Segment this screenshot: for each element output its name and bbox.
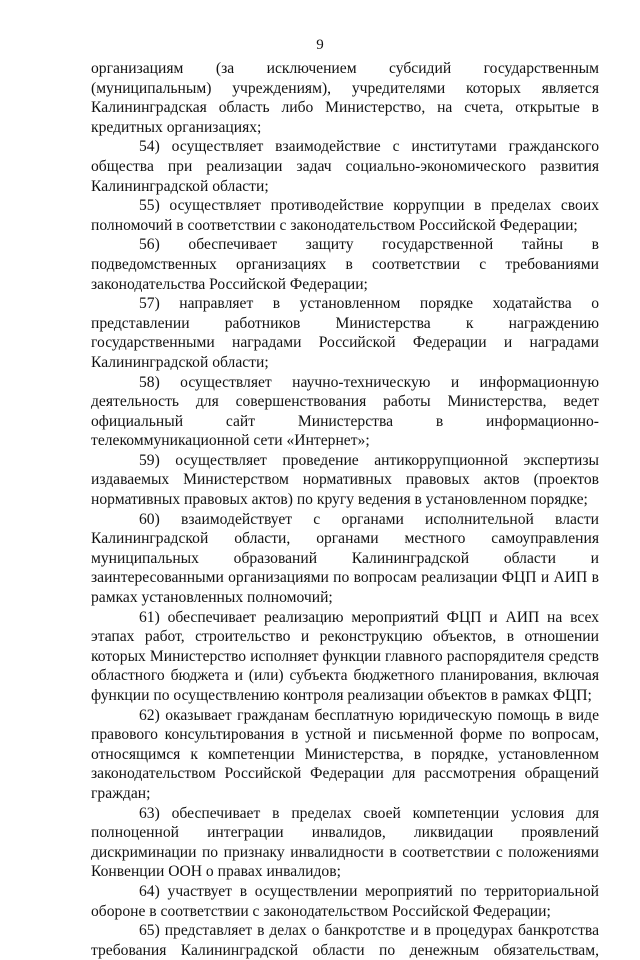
paragraph-65: 65) представляет в делах о банкротстве и в процедурах банкротства требования Калининградской области по денежным обязательствам,: [91, 922, 599, 959]
paragraph-63: 63) обеспечивает в пределах своей компетенции условия для полноценной интеграции инвалидов, ликвидации проявлений дискриминации по признаку инвалидности в соответствии с положениями Конвенции ООН о правах инвалидов;: [91, 804, 599, 881]
paragraph-58: 58) осуществляет научно-техническую и информационную деятельность для совершенствования работы Министерства, ведет официальный сайт Министерства в информационно-телекоммуникационной сети «Интернет»;: [91, 373, 599, 450]
paragraph-59: 59) осуществляет проведение антикоррупционной экспертизы издаваемых Министерством нормативных правовых актов (проектов нормативных правовых актов) по кругу ведения в установленном порядке;: [91, 451, 599, 509]
document-body: [91, 59, 599, 960]
page-number: 9: [316, 37, 324, 53]
paragraph-56: 56) обеспечивает защиту государственной тайны в подведомственных организациях в соответствии с требованиями законодательства Российской Федерации;: [91, 236, 599, 293]
paragraph-54: 54) осуществляет взаимодействие с институтами гражданского общества при реализации задач социально-экономического развития Калининградской области;: [91, 138, 599, 195]
paragraph-61: 61) обеспечивает реализацию мероприятий ФЦП и АИП на всех этапах работ, строительство и реконструкцию объектов, в отношении которых Министерство исполняет функции главного распорядителя средств областного бюджета и (или) субъекта бюджетного планирования, включая функции по осуществлению контроля реализации объектов в рамках ФЦП;: [91, 608, 599, 704]
paragraph-55: 55) осуществляет противодействие коррупции в пределах своих полномочий в соответствии с законодательством Российской Федерации;: [91, 197, 599, 234]
paragraph-57: 57) направляет в установленном порядке ходатайства о представлении работников Министерства к награждению государственными наградами Российской Федерации и наградами Калининградской области;: [91, 295, 599, 371]
paragraph-60: 60) взаимодействует с органами исполнительной власти Калининградской области, органами местного самоуправления муниципальных образований Калининградской области и заинтересованными организациями по вопросам реализации ФЦП и АИП в рамках установленных полномочий;: [91, 510, 599, 607]
paragraph-62: 62) оказывает гражданам бесплатную юридическую помощь в виде правового консультирования в устной и письменной форме по вопросам, относящимся к компетенции Министерства, в порядке, установленном законодательством Российской Федерации для рассмотрения обращений граждан;: [91, 706, 599, 802]
paragraph-64: 64) участвует в осуществлении мероприятий по территориальной обороне в соответствии с законодательством Российской Федерации;: [91, 882, 599, 920]
paragraph-continuation: организациям (за исключением субсидий государственным (муниципальным) учреждениям), учредителями которых является Калининградская область либо Министерство, на счета, открытые в кредитных организациях;: [91, 60, 599, 136]
